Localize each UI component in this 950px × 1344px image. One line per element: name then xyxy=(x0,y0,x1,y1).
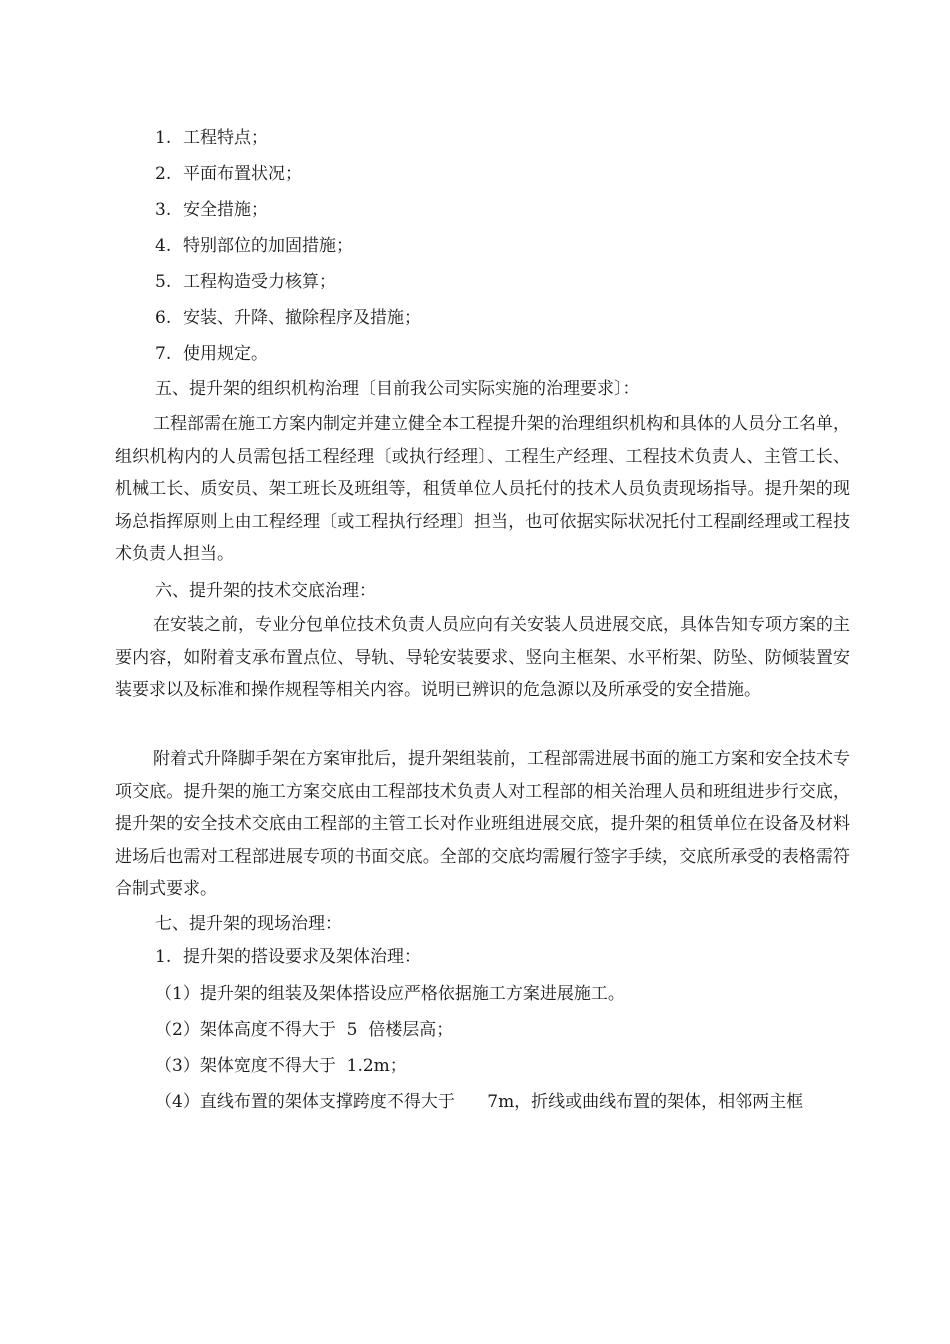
list-text: 安装、升降、撤除程序及措施； xyxy=(183,308,421,328)
list-item xyxy=(155,235,353,257)
paragraph: 在安装之前，专业分包单位技术负责人员应向有关安装人员进展交底，具体告知专项方案的主要内容，如附着支承布置点位、导轨、导轮安装要求、竖向主框架、水平桁架、防坠、防倾装置安装要求以及标准和操作规程等相关内容。说明已辨识的危急源以及所承受的安全措施。 xyxy=(115,615,850,700)
list-text: 安全措施； xyxy=(183,200,268,220)
list-text: 提升架的组装及架体搭设应严格依据施工方案进展施工。 xyxy=(199,984,625,1004)
paragraph: 工程部需在施工方案内制定并建立健全本工程提升架的治理组织机构和具体的人员分工名单，组织机构内的人员需包括工程经理〔或执行经理〕、工程生产经理、工程技术负责人、主管工长、机械工长、质安员、架工班长及班组等，租赁单位人员托付的技术人员负责现场指导。提升架的现场总指挥原则上由工程经理〔或工程执行经理〕担当，也可依据实际状况托付工程副经理或工程技术负责人担当。 xyxy=(115,414,850,564)
list-number: （4） xyxy=(155,1092,200,1112)
list-text: 直线布置的架体支撑跨度不得大于 7m，折线或曲线布置的架体，相邻两主框 xyxy=(199,1092,804,1112)
list-number: 1. xyxy=(155,128,172,148)
list-number: 5. xyxy=(155,272,172,292)
list-item xyxy=(155,271,336,293)
list-text: 平面布置状况； xyxy=(183,164,302,184)
paragraph: 附着式升降脚手架在方案审批后，提升架组装前，工程部需进展书面的施工方案和安全技术专项交底。提升架的施工方案交底由工程部技术负责人对工程部的相关治理人员和班组进步行交底，提升架的安全技术交底由工程部的主管工长对作业班组进展交底，提升架的租赁单位在设备及材料进场后也需对工程部进展专项的书面交底。全部的交底均需履行签字手续，交底所承受的表格需符合制式要求。 xyxy=(115,749,850,899)
list-number: 2. xyxy=(155,164,172,184)
list-text: 架体高度不得大于 5 倍楼层高； xyxy=(199,1020,454,1040)
list-text: 工程特点； xyxy=(183,128,268,148)
list-number: 3. xyxy=(155,200,172,220)
list-text: 提升架的搭设要求及架体治理： xyxy=(183,947,421,967)
list-item xyxy=(155,127,268,149)
section-heading: 七、提升架的现场治理： xyxy=(155,914,342,934)
sub-heading xyxy=(155,946,421,968)
list-item xyxy=(155,163,302,185)
list-number: 4. xyxy=(155,236,172,256)
list-item xyxy=(155,307,421,329)
list-number: 6. xyxy=(155,308,172,328)
list-item xyxy=(155,1055,407,1077)
list-text: 工程构造受力核算； xyxy=(183,272,336,292)
list-item xyxy=(155,983,625,1005)
list-number: （1） xyxy=(155,984,200,1004)
list-item xyxy=(155,1019,453,1041)
list-number: （2） xyxy=(155,1020,200,1040)
list-number: 1. xyxy=(155,947,172,967)
list-number: （3） xyxy=(155,1056,200,1076)
list-text: 特别部位的加固措施； xyxy=(183,236,353,256)
list-text: 架体宽度不得大于 1.2m； xyxy=(199,1056,407,1076)
section-heading: 五、提升架的组织机构治理〔目前我公司实际实施的治理要求〕： xyxy=(155,379,640,399)
list-text: 使用规定。 xyxy=(183,344,268,364)
section-heading: 六、提升架的技术交底治理： xyxy=(155,581,376,601)
list-item xyxy=(155,199,268,221)
list-item xyxy=(155,1091,803,1113)
list-item xyxy=(155,343,268,365)
list-number: 7. xyxy=(155,344,172,364)
